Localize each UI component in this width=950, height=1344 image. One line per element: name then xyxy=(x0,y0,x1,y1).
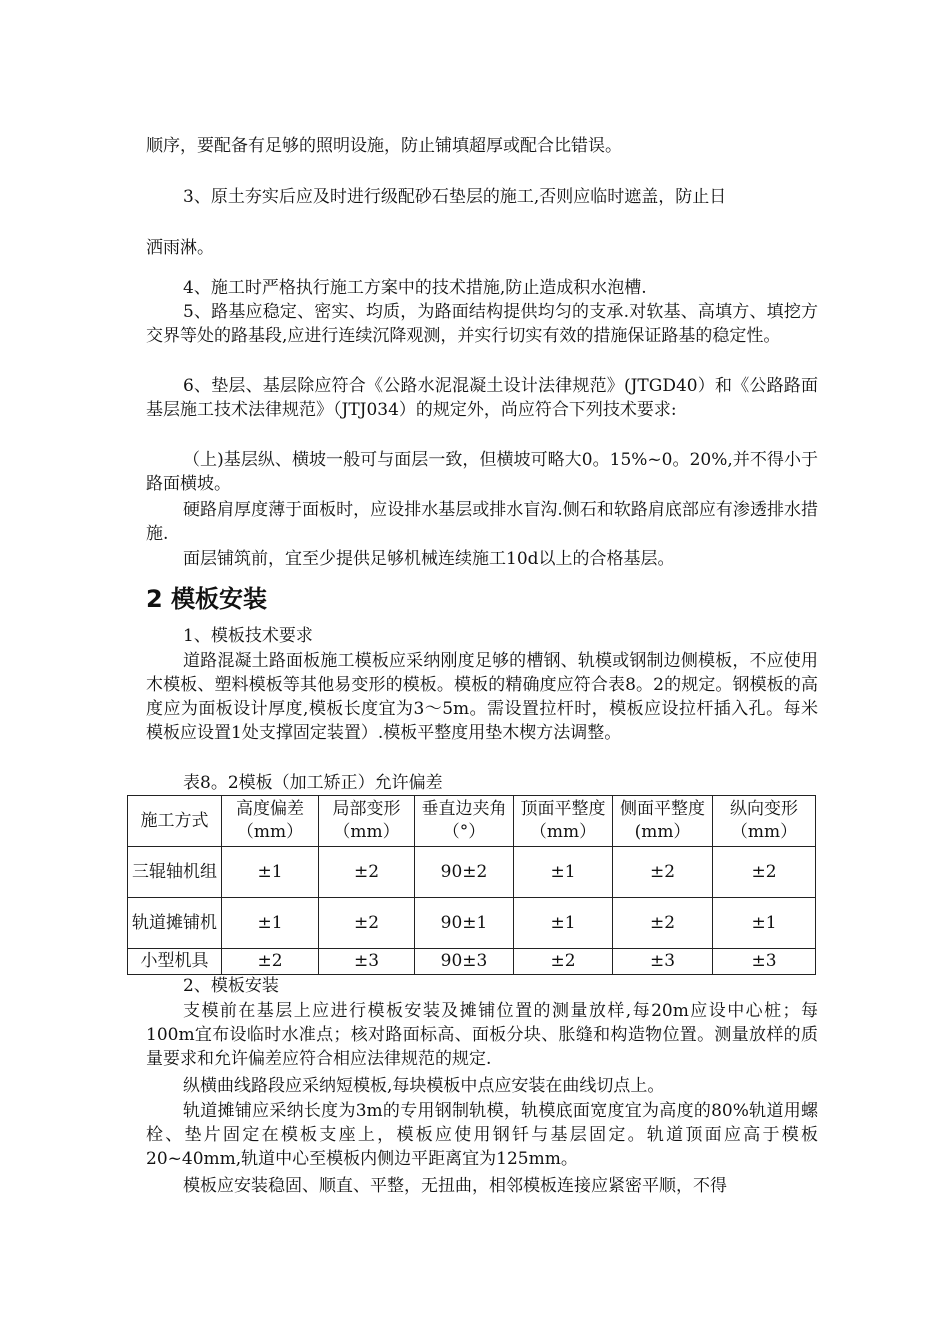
paragraph-item-4: 4、施工时严格执行施工方案中的技术措施,防止造成积水泡槽. xyxy=(183,278,647,298)
table-cell: ±2 xyxy=(222,949,319,975)
table-cell: ±3 xyxy=(319,949,415,975)
table-cell: ±2 xyxy=(613,847,713,898)
table-cell: ±1 xyxy=(514,898,613,949)
table-cell: ±3 xyxy=(713,949,816,975)
paragraph-item-3: 3、原土夯实后应及时进行级配砂石垫层的施工,否则应临时遮盖，防止日 xyxy=(183,187,727,207)
paragraph-base-supply: 面层铺筑前，宜至少提供足够机械连续施工10d以上的合格基层。 xyxy=(183,549,675,569)
section-heading: 2 模板安装 xyxy=(146,585,268,613)
paragraph-installation-quality: 模板应安装稳固、顺直、平整，无扭曲，相邻模板连接应紧密平顺，不得 xyxy=(183,1176,727,1196)
paragraph-item-6: 6、垫层、基层除应符合《公路水泥混凝土设计法律规范》(JTGD40）和《公路路面基层施工技术法律规范》（JTJ034）的规定外，尚应符合下列技术要求: xyxy=(146,376,818,420)
paragraph-survey: 支模前在基层上应进行模板安装及摊铺位置的测量放样,每20m应设中心桩；每100m宜布设临时水准点；核对路面标高、面板分块、胀缝和构造物位置。测量放样的质量要求和允许偏差应符合相应法律规范的规定. xyxy=(146,1001,818,1069)
table-cell: 轨道摊铺机 xyxy=(128,898,222,949)
table-cell: ±2 xyxy=(319,847,415,898)
subsection-formwork-requirements: 1、模板技术要求 xyxy=(183,626,313,646)
table-cell: ±2 xyxy=(613,898,713,949)
paragraph-shoulder: 硬路肩厚度薄于面板时，应设排水基层或排水盲沟.侧石和软路肩底部应有渗透排水措施. xyxy=(146,500,818,544)
table-header-cell: 顶面平整度（mm） xyxy=(514,796,613,847)
table-cell: 小型机具 xyxy=(128,949,222,975)
table-caption: 表8。2模板（加工矫正）允许偏差 xyxy=(183,773,443,793)
table-row xyxy=(128,898,816,949)
table-cell: ±3 xyxy=(613,949,713,975)
table-cell: ±2 xyxy=(713,847,816,898)
paragraph-rail-forms: 轨道摊铺应采纳长度为3m的专用钢制轨模，轨模底面宽度宜为高度的80%轨道用螺栓、垫片固定在模板支座上，模板应使用钢钎与基层固定。轨道顶面应高于模板20~40mm,轨道中心至模板内侧边平距离宜为125mm。 xyxy=(146,1101,818,1169)
table-header-cell: 纵向变形（mm） xyxy=(713,796,816,847)
paragraph-formwork-spec: 道路混凝土路面板施工模板应采纳刚度足够的槽钢、轨模或钢制边侧模板，不应使用木模板、塑料模板等其他易变形的模板。模板的精确度应符合表8。2的规定。钢模板的高度应为面板设计厚度,模板长度宜为3～5m。需设置拉杆时，模板应设拉杆插入孔。每米模板应设置1处支撑固定装置）.模板平整度用垫木楔方法调整。 xyxy=(146,651,818,743)
table-cell: ±2 xyxy=(319,898,415,949)
paragraph-curves: 纵横曲线路段应采纳短模板,每块模板中点应安装在曲线切点上。 xyxy=(183,1076,665,1096)
table-cell: 90±2 xyxy=(415,847,514,898)
table-cell: 三辊轴机组 xyxy=(128,847,222,898)
table-cell: 90±1 xyxy=(415,898,514,949)
paragraph-sequence: 顺序，要配备有足够的照明设施，防止铺填超厚或配合比错误。 xyxy=(146,136,622,156)
table-cell: ±1 xyxy=(222,847,319,898)
table-header-cell: 局部变形（mm） xyxy=(319,796,415,847)
table-header-cell: 侧面平整度(mm） xyxy=(613,796,713,847)
table-header-cell: 高度偏差（mm） xyxy=(222,796,319,847)
table-row xyxy=(128,847,816,898)
tolerance-table xyxy=(127,795,816,975)
table-cell: ±1 xyxy=(713,898,816,949)
table-row xyxy=(128,949,816,975)
subsection-formwork-installation: 2、模板安装 xyxy=(183,976,279,996)
paragraph-slope: （上)基层纵、横坡一般可与面层一致，但横坡可略大0。15%~0。20%,并不得小于路面横坡。 xyxy=(146,450,818,494)
table-cell: 90±3 xyxy=(415,949,514,975)
paragraph-item-5: 5、路基应稳定、密实、均质，为路面结构提供均匀的支承.对软基、高填方、填挖方交界等处的路基段,应进行连续沉降观测，并实行切实有效的措施保证路基的稳定性。 xyxy=(146,302,818,346)
table-cell: ±1 xyxy=(222,898,319,949)
table-header-row xyxy=(128,796,816,847)
table-header-cell: 垂直边夹角（°） xyxy=(415,796,514,847)
table-cell: ±1 xyxy=(514,847,613,898)
table-header-cell: 施工方式 xyxy=(128,796,222,847)
paragraph-item-3-cont: 洒雨淋。 xyxy=(146,238,214,258)
table-cell: ±2 xyxy=(514,949,613,975)
